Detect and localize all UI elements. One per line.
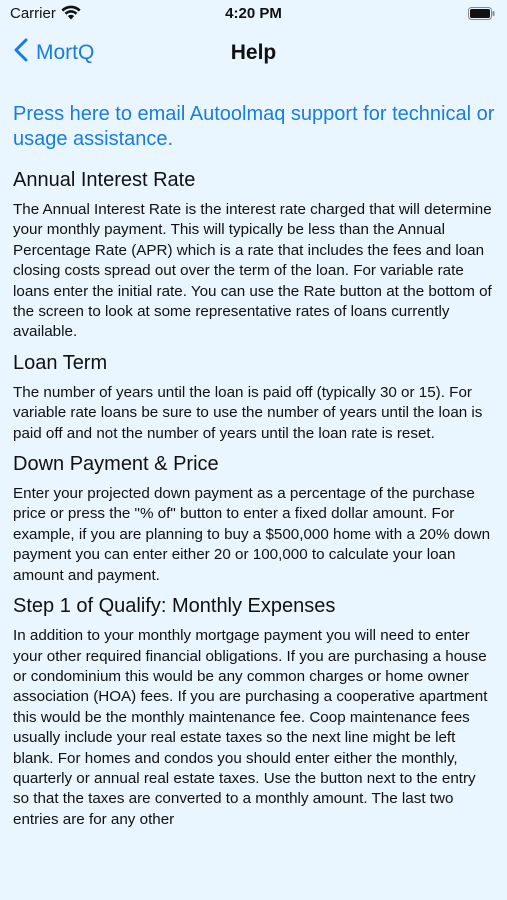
navigation-bar xyxy=(0,30,507,74)
section-title: Down Payment & Price xyxy=(13,453,219,476)
section-body: Enter your projected down payment as a percentage of the purchase price or press the "% of" button to enter a fixed dollar amount. For example, if you are planning to buy a $500,000 home with a 20% down payment you can enter either 20 or 100,000 to calculate your loan amount and payment. xyxy=(13,485,491,584)
section-title: Step 1 of Qualify: Monthly Expenses xyxy=(13,595,336,618)
help-section-down-payment-price xyxy=(13,452,493,586)
help-content xyxy=(13,102,507,830)
back-button-label: MortQ xyxy=(36,41,95,64)
section-body: The number of years until the loan is paid off (typically 30 or 15). For variable rate loans be sure to use the number of years until the loan is paid off and not the number of years until the loan rate is reset. xyxy=(13,383,483,442)
status-bar xyxy=(0,0,507,28)
help-section-annual-interest-rate xyxy=(13,168,493,343)
section-title: Annual Interest Rate xyxy=(13,169,196,191)
help-section-loan-term xyxy=(13,351,493,444)
email-support-link[interactable]: Press here to email Autoolmaq support for technical or usage assistance. xyxy=(13,103,495,150)
carrier-label: Carrier xyxy=(10,5,56,22)
section-title: Loan Term xyxy=(13,351,108,374)
section-body: The Annual Interest Rate is the interest rate charged that will determine your monthly payment. This will typically be less than the Annual Percentage Rate (APR) which is a rate that includes the fees and loan closing costs spread out over the term of the loan. For variable rate loans enter the initial rate. You can use the Rate button at the bottom of the screen to look at some representative rates of loans currently available. xyxy=(13,201,492,341)
status-time: 4:20 PM xyxy=(225,5,282,22)
section-body: In addition to your monthly mortgage payment you will need to enter your other required financial obligations. If you are purchasing a house or condominium this would be any common charges or home owner association (HOA) fees. If you are purchasing a cooperative apartment this would be the monthly maintenance fee. Coop maintenance fees usually include your real estate taxes so the next line might be left blank. For homes and condos you should enter either the monthly, quarterly or annual real estate taxes. Use the button next to the entry so that the taxes are converted to a monthly amount. The last two entries are for any other xyxy=(13,627,488,828)
battery-icon xyxy=(468,7,495,24)
page-title: Help xyxy=(230,41,277,64)
help-section-monthly-expenses xyxy=(13,594,493,830)
